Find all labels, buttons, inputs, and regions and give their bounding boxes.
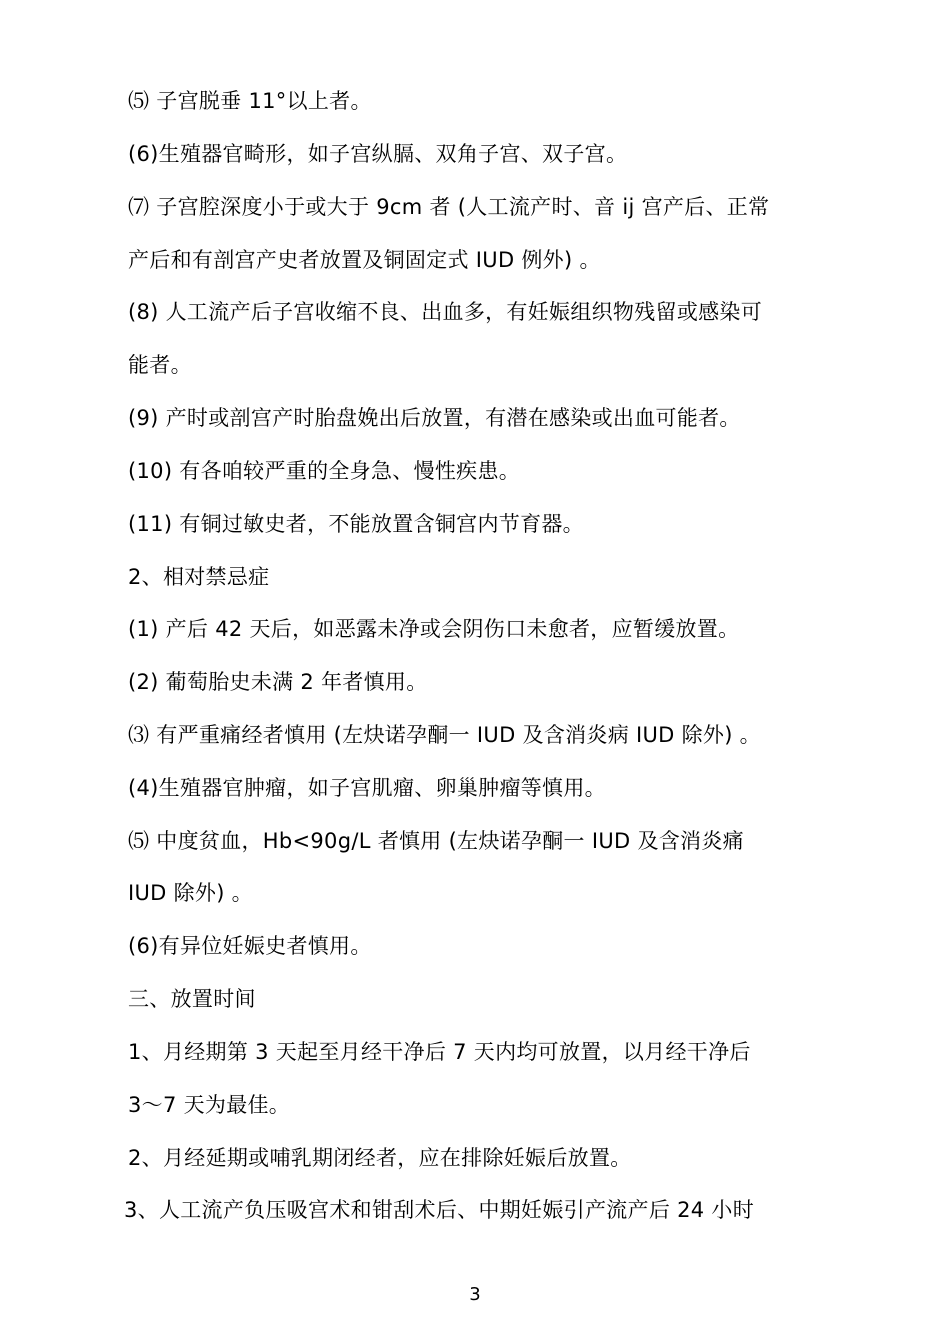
text-line: 能者。 [128,353,192,377]
text-line: ⑶ 有严重痛经者慎用 (左炔诺孕酮一 IUD 及含消炎病 IUD 除外) 。 [128,723,761,747]
text-line: ⑺ 子宫腔深度小于或大于 9cm 者 (人工流产时、音 ij 宫产后、正常 [128,195,770,219]
text-line: (10) 有各咱较严重的全身急、慢性疾患。 [128,459,521,483]
text-line: (1) 产后 42 天后，如恶露未净或会阴伤口未愈者，应暂缓放置。 [128,617,740,641]
section-heading: 三、放置时间 [128,987,256,1011]
page-number: 3 [469,1284,481,1305]
text-line: (11) 有铜过敏史者，不能放置含铜宫内节育器。 [128,512,584,536]
text-line: (6)生殖器官畸形，如子宫纵膈、双角子宫、双子宫。 [128,142,628,166]
text-line: 3、人工流产负压吸宫术和钳刮术后、中期妊娠引产流产后 24 小时 [124,1198,755,1222]
text-line: IUD 除外) 。 [128,881,253,905]
text-line: 2、月经延期或哺乳期闭经者，应在排除妊娠后放置。 [128,1146,632,1170]
text-line: ⑸ 中度贫血，Hb<90g/L 者慎用 (左炔诺孕酮一 IUD 及含消炎痛 [128,829,744,853]
text-line: 1、月经期第 3 天起至月经干净后 7 天内均可放置，以月经干净后 [128,1040,751,1064]
text-line: (9) 产时或剖宫产时胎盘娩出后放置，有潜在感染或出血可能者。 [128,406,741,430]
text-line: ⑸ 子宫脱垂 11°以上者。 [128,89,372,113]
text-line: (2) 葡萄胎史未满 2 年者慎用。 [128,670,428,694]
text-line: 3〜7 天为最佳。 [128,1093,291,1117]
section-heading: 2、相对禁忌症 [128,565,270,589]
text-line: (8) 人工流产后子宫收缩不良、出血多，有妊娠组织物残留或感染可 [128,300,763,324]
text-line: 产后和有剖宫产史者放置及铜固定式 IUD 例外) 。 [128,248,601,272]
text-line: (4)生殖器官肿瘤，如子宫肌瘤、卵巢肿瘤等慎用。 [128,776,606,800]
text-line: (6)有异位妊娠史者慎用。 [128,934,372,958]
